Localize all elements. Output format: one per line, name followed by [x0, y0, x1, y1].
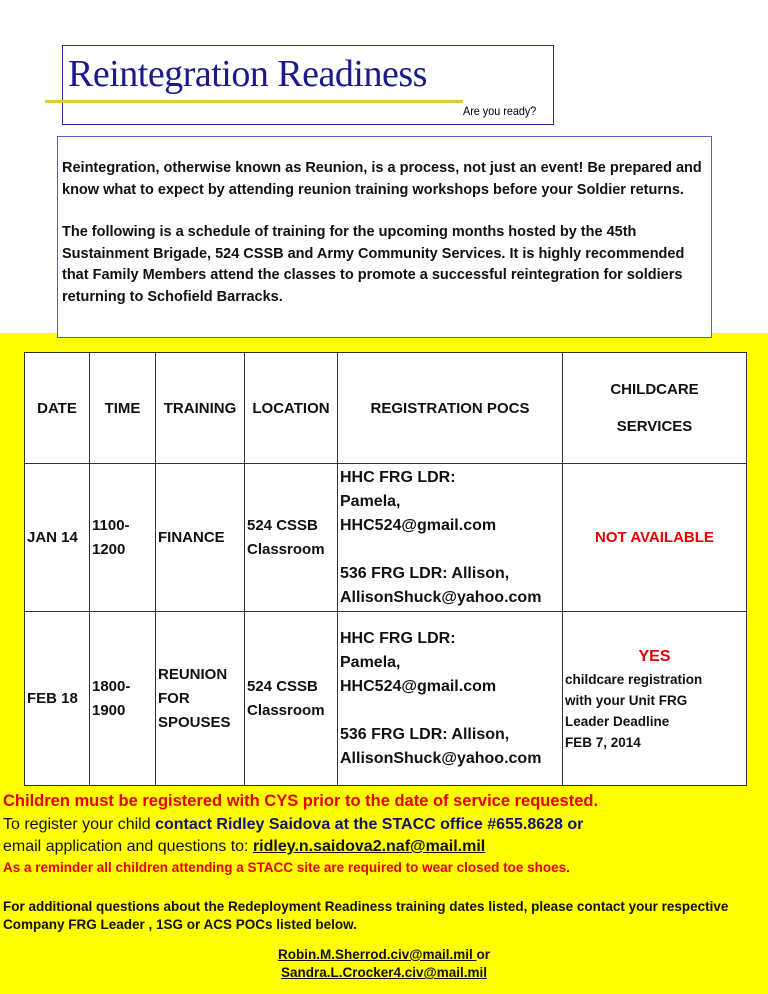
header-childcare-line1: CHILDCARE — [610, 381, 699, 398]
location-line2: Classroom — [247, 540, 325, 558]
cell-date: FEB 18 — [25, 612, 90, 786]
poc-email: AllisonShuck@yahoo.com — [340, 749, 542, 767]
poc-line: HHC FRG LDR: — [340, 468, 456, 486]
poc-line: HHC FRG LDR: — [340, 629, 456, 647]
page-title: Reintegration Readiness — [68, 53, 427, 95]
header-childcare — [563, 353, 747, 464]
location-line1: 524 CSSB — [247, 677, 318, 695]
email-line — [3, 838, 768, 856]
cell-childcare: NOT AVAILABLE — [563, 464, 747, 612]
schedule-table — [24, 352, 747, 786]
table-row — [25, 612, 747, 786]
email-link[interactable]: ridley.n.saidova2.naf@mail.mil — [252, 838, 486, 855]
training-line: REUNION — [158, 665, 228, 683]
header-time: TIME — [90, 353, 156, 464]
intro-paragraph-1: Reintegration, otherwise known as Reunion, is a process, not just an event! Be prepared and know what to expect by attending reunion training workshops before your Soldier returns. — [62, 160, 702, 198]
training-line: FOR — [158, 689, 190, 707]
register-contact: contact Ridley Saidova at the STACC office #655.8628 or — [155, 816, 584, 833]
header-childcare-line2: SERVICES — [616, 418, 693, 435]
training-line: SPOUSES — [158, 713, 231, 731]
questions-text: For additional questions about the Redeployment Readiness training dates listed, please contact your respective Company FRG Leader , 1SG or ACS POCs listed below. — [3, 899, 729, 932]
cell-pocs — [338, 612, 563, 786]
header-location: LOCATION — [245, 353, 338, 464]
poc-email: HHC524@gmail.com — [340, 677, 497, 695]
contacts — [0, 946, 768, 982]
poc-email: HHC524@gmail.com — [340, 516, 497, 534]
header-date: DATE — [25, 353, 90, 464]
page-subtitle: Are you ready? — [463, 104, 537, 118]
poc-line: 536 FRG LDR: Allison, — [340, 725, 510, 743]
childcare-note: with your Unit FRG — [565, 692, 688, 708]
intro-text — [62, 158, 712, 329]
location-line2: Classroom — [247, 701, 325, 719]
poc-line: 536 FRG LDR: Allison, — [340, 564, 510, 582]
cell-pocs — [338, 464, 563, 612]
poc-email: AllisonShuck@yahoo.com — [340, 588, 542, 606]
header-training: TRAINING — [156, 353, 245, 464]
cell-training: FINANCE — [156, 464, 245, 612]
childcare-note: Leader Deadline — [565, 713, 670, 729]
childcare-note: childcare registration — [565, 671, 703, 687]
childcare-status: YES — [638, 647, 671, 665]
cell-location — [245, 464, 338, 612]
register-prefix: To register your child — [3, 816, 156, 833]
time-end: 1900 — [92, 701, 126, 719]
cell-date: JAN 14 — [25, 464, 90, 612]
contact-email-link[interactable]: Robin.M.Sherrod.civ@mail.mil — [278, 947, 477, 962]
register-line — [3, 816, 768, 834]
contact-email-link[interactable]: Sandra.L.Crocker4.civ@mail.mil — [280, 965, 487, 980]
poc-line: Pamela, — [340, 492, 401, 510]
time-end: 1200 — [92, 540, 126, 558]
intro-paragraph-2: The following is a schedule of training for the upcoming months hosted by the 45th Sustainment Brigade, 524 CSSB and Army Community Services. It is highly recommended that Family Members attend the classes to promote a successful reintegration for soldiers returning to Schofield Barracks. — [62, 224, 685, 305]
email-prefix: email application and questions to: — [3, 838, 253, 855]
cell-childcare — [563, 612, 747, 786]
header-registration-pocs: REGISTRATION POCS — [338, 353, 563, 464]
cell-training — [156, 612, 245, 786]
shoes-reminder: As a reminder all children attending a STACC site are required to wear closed toe shoes. — [3, 860, 570, 875]
time-start: 1100- — [92, 516, 130, 534]
location-line1: 524 CSSB — [247, 516, 318, 534]
table-header-row — [25, 353, 747, 464]
or-text: or — [476, 947, 490, 962]
cell-location — [245, 612, 338, 786]
childcare-note: FEB 7, 2014 — [565, 734, 641, 750]
table-row — [25, 464, 747, 612]
cell-time — [90, 612, 156, 786]
poc-line: Pamela, — [340, 653, 401, 671]
cell-time — [90, 464, 156, 612]
title-underline — [45, 100, 463, 103]
cys-notice: Children must be registered with CYS prior to the date of service requested. — [3, 792, 599, 810]
time-start: 1800- — [92, 677, 131, 695]
